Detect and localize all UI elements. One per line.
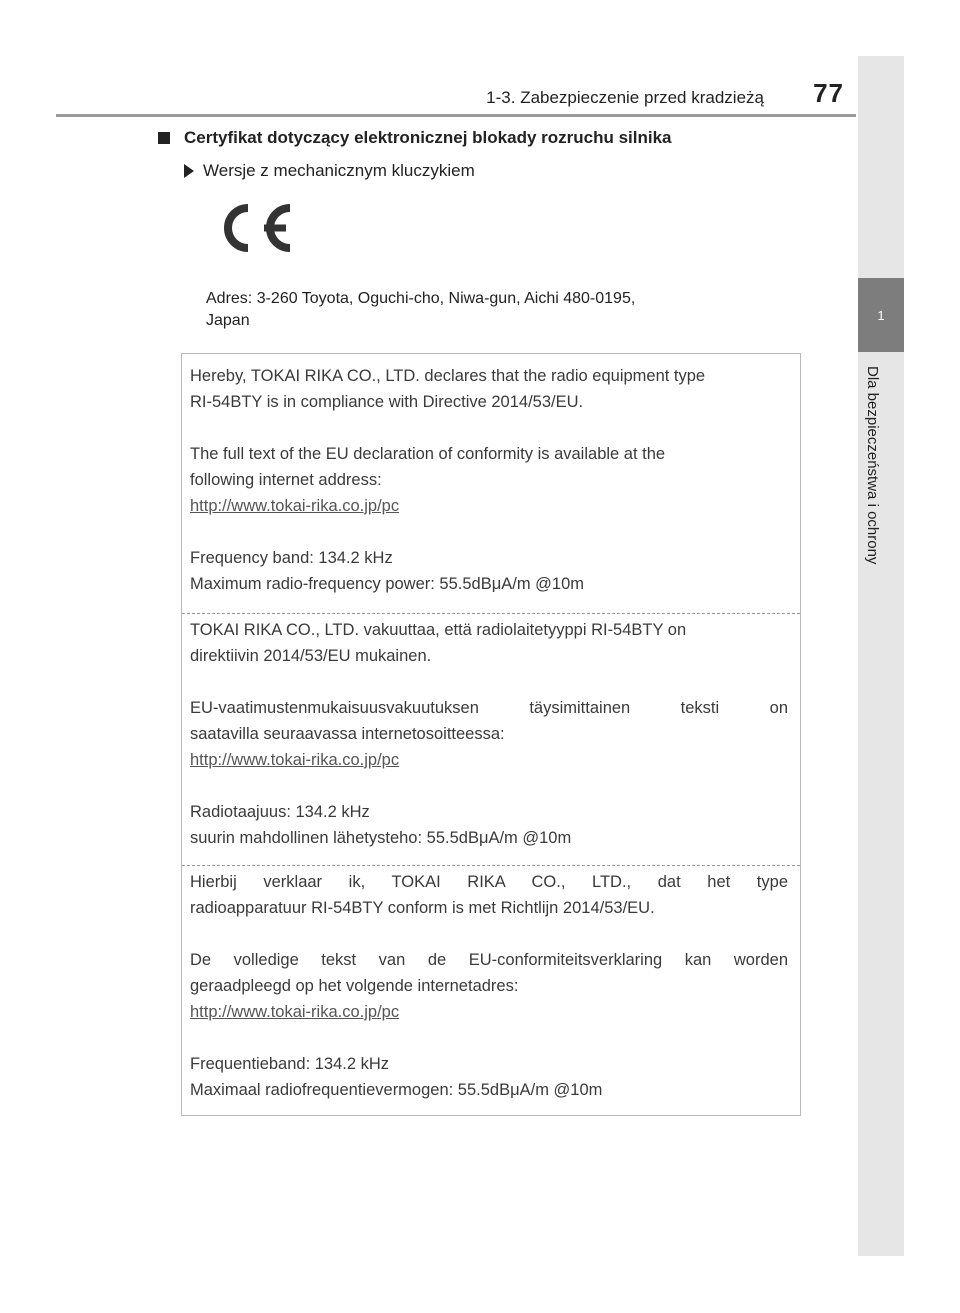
decl-line: Radiotaajuus: 134.2 kHz <box>190 803 370 821</box>
decl-line: De volledige tekst van de EU-conformiteitsverklaring kan worden <box>190 951 788 969</box>
subheading <box>184 161 475 181</box>
heading-text: Certyfikat dotyczący elektronicznej blokady rozruchu silnika <box>184 128 672 147</box>
dashed-separator <box>182 865 800 866</box>
decl-line: following internet address: <box>190 471 382 489</box>
chapter-title: Dla bezpieczeństwa i ochrony <box>864 366 881 565</box>
declaration-english <box>190 363 788 597</box>
decl-link[interactable]: http://www.tokai-rika.co.jp/pc <box>190 751 400 769</box>
dashed-separator <box>182 613 800 614</box>
decl-line: saatavilla seuraavassa internetosoitteessa: <box>190 725 505 743</box>
decl-line: Maximaal radiofrequentievermogen: 55.5dBμA/m @10m <box>190 1081 603 1099</box>
triangle-bullet-icon <box>184 164 194 178</box>
section-heading <box>158 128 672 148</box>
decl-line: EU-vaatimustenmukaisuusvakuutuksen täysimittainen teksti on <box>190 699 788 717</box>
decl-line: RI-54BTY is in compliance with Directive 2014/53/EU. <box>190 393 584 411</box>
ce-mark-icon <box>216 200 296 256</box>
decl-line: Frequentieband: 134.2 kHz <box>190 1055 390 1073</box>
declaration-finnish <box>190 617 788 851</box>
address-line-2: Japan <box>206 312 250 329</box>
page-number: 77 <box>813 78 844 108</box>
header-rule <box>56 114 856 117</box>
declaration-box <box>181 353 801 1116</box>
decl-line: geraadpleegd op het volgende internetadres: <box>190 977 519 995</box>
side-chapter-tab <box>858 56 904 1256</box>
manufacturer-address <box>206 288 746 332</box>
declaration-dutch <box>190 869 788 1103</box>
decl-line: TOKAI RIKA CO., LTD. vakuuttaa, että radiolaitetyyppi RI-54BTY on <box>190 621 687 639</box>
decl-line: Frequency band: 134.2 kHz <box>190 549 393 567</box>
page-header <box>56 76 856 116</box>
section-title: 1-3. Zabezpieczenie przed kradzieżą <box>486 88 764 107</box>
square-bullet-icon <box>158 132 170 144</box>
decl-line: Maximum radio-frequency power: 55.5dBμA/m @10m <box>190 575 584 593</box>
decl-line: radioapparatuur RI-54BTY conform is met Richtlijn 2014/53/EU. <box>190 899 655 917</box>
decl-line: The full text of the EU declaration of conformity is available at the <box>190 445 666 463</box>
decl-link[interactable]: http://www.tokai-rika.co.jp/pc <box>190 497 400 515</box>
decl-line: Hereby, TOKAI RIKA CO., LTD. declares that the radio equipment type <box>190 367 706 385</box>
decl-line: direktiivin 2014/53/EU mukainen. <box>190 647 432 665</box>
decl-line: Hierbij verklaar ik, TOKAI RIKA CO., LTD., dat het type <box>190 873 788 891</box>
subheading-text: Wersje z mechanicznym kluczykiem <box>203 161 475 180</box>
decl-line: suurin mahdollinen lähetysteho: 55.5dBμA/m @10m <box>190 829 572 847</box>
decl-link[interactable]: http://www.tokai-rika.co.jp/pc <box>190 1003 400 1021</box>
address-line-1: Adres: 3-260 Toyota, Oguchi-cho, Niwa-gun, Aichi 480-0195, <box>206 290 636 307</box>
chapter-number: 1 <box>858 278 904 352</box>
